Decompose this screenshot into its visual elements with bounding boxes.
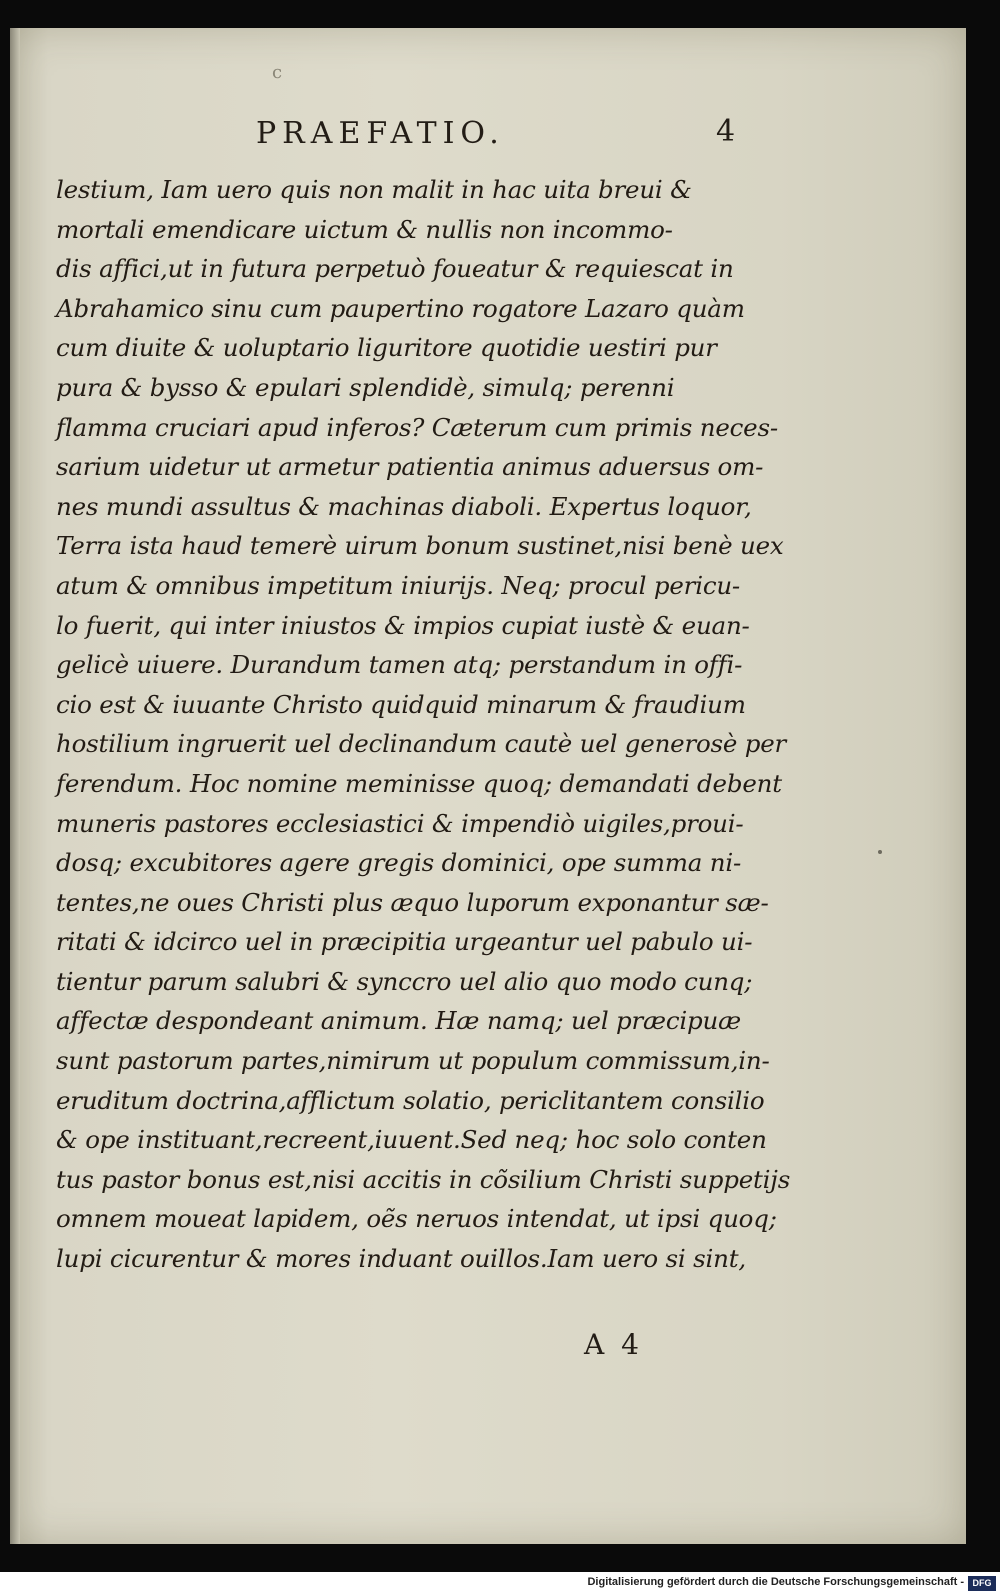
text-line: ferendum. Hoc nomine meminisse quoq; demandati debent [56,768,782,798]
text-line: & ope instituant,recreent,iuuent.Sed neq; hoc solo conten [56,1125,767,1155]
credit-text: Digitalisierung gefördert durch die Deutsche Forschungsgemeinschaft - [587,1576,964,1588]
text-line: dis affici,ut in futura perpetuò foueatur & requiescat in [56,254,734,284]
text-line: eruditum doctrina,afflictum solatio, periclitantem consilio [56,1085,765,1115]
text-line: lestium, Iam uero quis non malit in hac uita breui & [56,175,692,204]
margin-speck [878,850,882,854]
text-line: cio est & iuuante Christo quidquid minarum & fraudium [56,689,746,719]
text-line: tus pastor bonus est,nisi accitis in cõsilium Christi suppetijs [56,1164,791,1194]
dfg-logo-icon: DFG [968,1576,996,1591]
text-line: Abrahamico sinu cum paupertino rogatore Lazaro quàm [56,293,745,323]
text-line: sunt pastorum partes,nimirum ut populum commissum,in- [56,1046,770,1076]
text-line: lupi cicurentur & mores induant ouillos.Iam uero si sint, [56,1244,746,1274]
text-line: ritati & idcirco uel in præcipitia urgeantur uel pabulo ui- [56,927,753,957]
text-line: atum & omnibus impetitum iniurijs. Neq; procul pericu- [56,570,741,600]
body-text [56,170,791,1279]
signature-mark: A 4 [584,1328,643,1361]
page-gutter-edge [10,28,20,1544]
text-line: hostilium ingruerit uel declinandum cautè uel generosè per [56,729,787,759]
text-line: dosq; excubitores agere gregis dominici, ope summa ni- [56,848,742,878]
text-line: cum diuite & uoluptario liguritore quotidie uestiri pur [56,333,717,363]
running-head: PRAEFATIO. [256,116,505,151]
digitization-credit-bar [0,1572,1000,1596]
text-line: flamma cruciari apud inferos? Cæterum cum primis neces- [56,412,778,442]
text-line: pura & bysso & epulari splendidè, simulq; perenni [56,372,675,402]
page-number: 4 [716,114,736,149]
text-line: tentes,ne oues Christi plus æquo luporum exponantur sæ- [56,887,769,917]
text-line: gelicè uiuere. Durandum tamen atq; perstandum in offi- [56,650,743,680]
text-line: nes mundi assultus & machinas diaboli. Expertus loquor, [56,491,752,521]
text-line: tientur parum salubri & synccro uel alio quo modo cunq; [56,966,753,996]
book-page [10,28,966,1544]
text-line: sarium uidetur ut armetur patientia animus aduersus om- [56,452,764,482]
stray-mark: c [272,62,283,83]
text-line: lo fuerit, qui inter iniustos & impios cupiat iustè & euan- [56,610,750,640]
text-line: mortali emendicare uictum & nullis non incommo- [56,214,673,244]
text-line: Terra ista haud temerè uirum bonum sustinet,nisi benè uex [56,531,784,561]
text-line: affectæ despondeant animum. Hæ namq; uel præcipuæ [56,1006,741,1036]
text-line: muneris pastores ecclesiastici & impendiò uigiles,proui- [56,808,744,838]
text-line: omnem moueat lapidem, oẽs neruos intendat, ut ipsi quoq; [56,1204,777,1234]
